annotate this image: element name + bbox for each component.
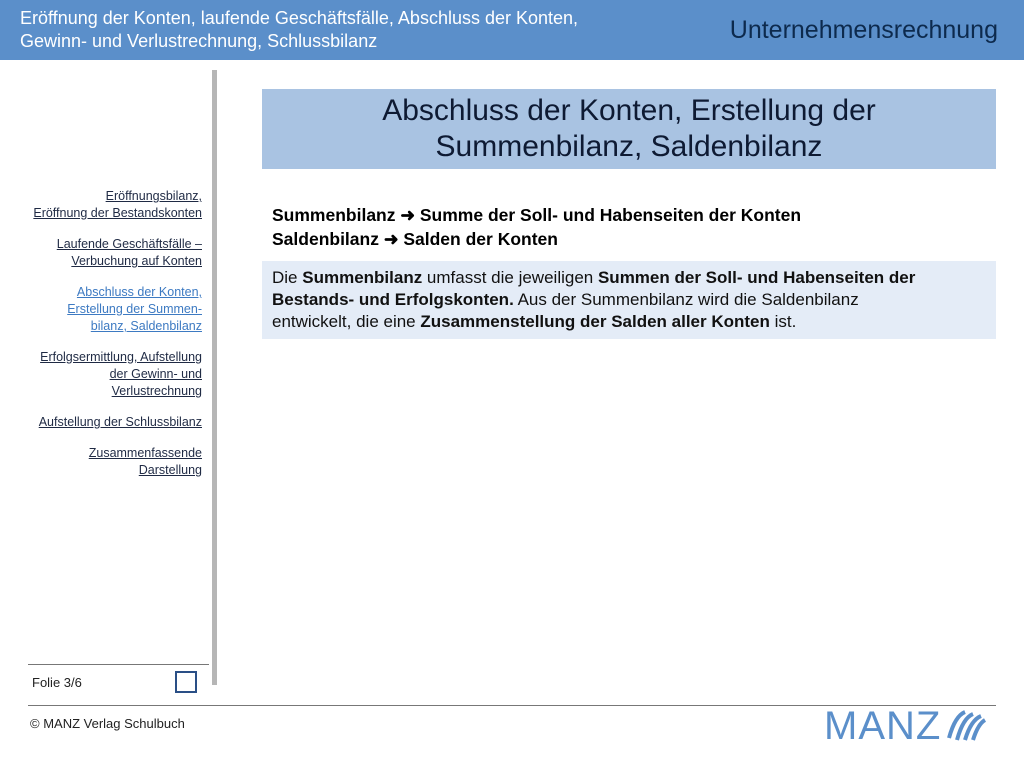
key-point-summenbilanz: Summenbilanz ➜ Summe der Soll- und Habenseiten der Konten [272, 205, 802, 225]
description-line-2 [272, 289, 992, 311]
sidebar-divider [28, 664, 209, 665]
nav-item-schlussbilanz[interactable] [8, 414, 202, 431]
text-segment: entwickelt, die eine [272, 312, 421, 331]
description-box [262, 261, 996, 339]
text-segment: Die [272, 268, 303, 287]
sidebar-separator [212, 70, 217, 685]
text-segment-bold: Bestands- und Erfolgskonten. [272, 290, 514, 309]
text-segment-bold: Summenbilanz [302, 268, 423, 287]
presentation-title [20, 7, 660, 53]
nav-item-label: Abschluss der Konten, [76, 285, 202, 299]
key-point-saldenbilanz: Saldenbilanz ➜ Salden der Konten [272, 229, 558, 249]
nav-item-label: Zusammenfassende [88, 446, 202, 460]
key-points [272, 203, 801, 251]
checkbox-icon[interactable] [175, 671, 197, 693]
nav-item-label: Darstellung [138, 463, 202, 477]
nav-item-laufende-geschaeftsfaelle[interactable] [8, 236, 202, 270]
nav-item-label: Laufende Geschäftsfälle – [56, 237, 202, 251]
manz-logo [824, 703, 987, 748]
slide-title-line-1: Abschluss der Konten, Erstellung der [382, 94, 876, 127]
description-line-1 [272, 267, 992, 289]
nav-item-label: der Gewinn- und [109, 367, 202, 381]
nav-item-eroeffnungsbilanz[interactable] [8, 188, 202, 222]
wave-logo-icon [945, 708, 987, 744]
nav-item-abschluss-der-konten[interactable] [8, 284, 202, 335]
text-segment-bold: Zusammenstellung der Salden aller Konten [420, 312, 770, 331]
section-title: Unternehmensrechnung [729, 16, 998, 44]
nav-item-label: Verbuchung auf Konten [71, 254, 202, 268]
nav-item-label: Verlustrechnung [111, 384, 202, 398]
nav-item-label: Eröffnung der Bestandskonten [33, 206, 202, 220]
nav-item-label: Eröffnungsbilanz, [105, 189, 202, 203]
nav-item-label: Erfolgsermittlung, Aufstellung [40, 350, 202, 364]
slide-title-line-2: Summenbilanz, Saldenbilanz [435, 130, 823, 163]
nav-item-erfolgsermittlung[interactable] [8, 349, 202, 400]
text-segment: Aus der Summenbilanz wird die Saldenbilanz [513, 290, 859, 309]
presentation-title-line-2: Gewinn- und Verlustrechnung, Schlussbilanz [20, 31, 378, 51]
sidebar-nav [8, 188, 202, 493]
nav-item-label: Erstellung der Summen- [67, 302, 202, 316]
nav-item-label: bilanz, Saldenbilanz [90, 319, 202, 333]
logo-text: MANZ [824, 703, 942, 748]
slide-title [262, 89, 996, 169]
description-text [272, 267, 992, 333]
description-line-3 [272, 311, 992, 333]
text-segment: ist. [769, 312, 797, 331]
header-bar [0, 0, 1024, 60]
text-segment: umfasst die jeweiligen [422, 268, 598, 287]
text-segment-bold: Summen der Soll- und Habenseiten der [597, 268, 916, 287]
nav-item-zusammenfassende-darstellung[interactable] [8, 445, 202, 479]
copyright-text: © MANZ Verlag Schulbuch [30, 716, 185, 731]
slide-counter: Folie 3/6 [32, 675, 82, 690]
nav-item-label: Aufstellung der Schlussbilanz [38, 415, 202, 429]
presentation-title-line-1: Eröffnung der Konten, laufende Geschäftsfälle, Abschluss der Konten, [20, 8, 579, 28]
